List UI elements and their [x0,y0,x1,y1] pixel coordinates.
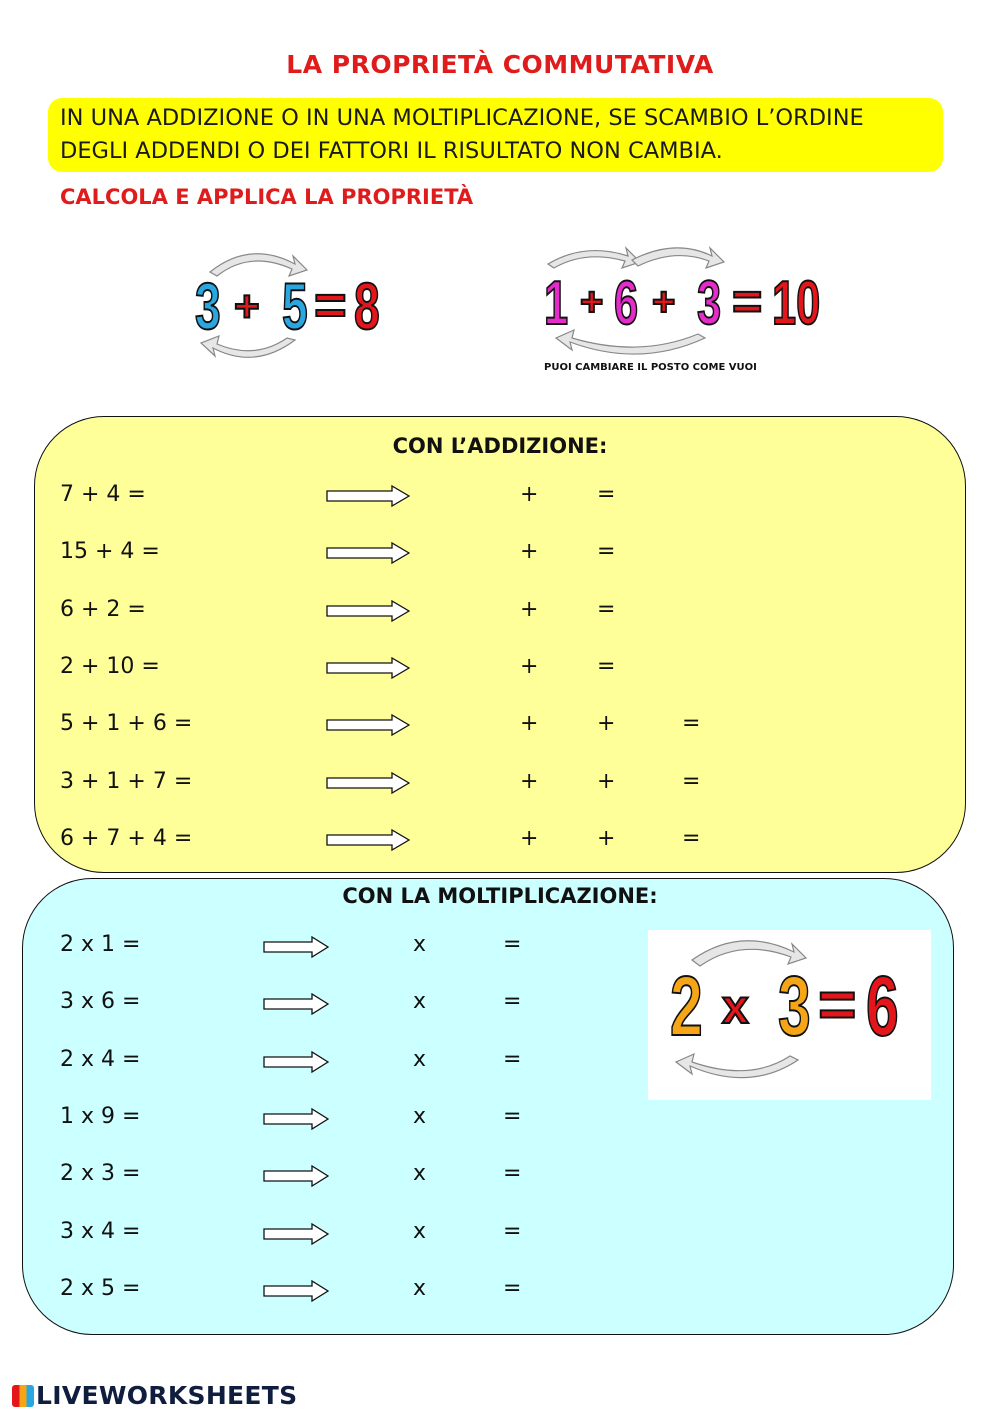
addition-title: CON L’ADDIZIONE: [392,434,608,458]
rule-line-2: DEGLI ADDENDI O DEI FATTORI IL RISULTATO NON CAMBIA. [60,138,723,164]
arrow-right-icon [326,829,410,851]
logo-icon [12,1385,34,1407]
arrow-right-icon [326,600,410,622]
answer-equals: = [503,989,522,1015]
addition-expression: 5 + 1 + 6 = [60,711,193,737]
multiplication-expression: 3 x 6 = [60,989,141,1015]
arrow-right-icon [326,772,410,794]
example1-plus: + [234,282,260,331]
multiplication-expression: 2 x 4 = [60,1046,141,1072]
multiplication-expression: 2 x 3 = [60,1161,141,1187]
arrow-right-icon [326,542,410,564]
answer-operator: x [413,932,427,957]
addition-expression: 6 + 7 + 4 = [60,825,193,851]
example3-digit-b: 3 [778,959,811,1053]
answer-operator-1: + [520,825,539,851]
brand-text: LIVEWORKSHEETS [36,1381,298,1410]
arrow-right-icon [263,1165,329,1187]
answer-operator-1: + [520,768,539,794]
multiplication-title: CON LA MOLTIPLICAZIONE: [342,884,658,908]
brand-logo [12,1381,297,1410]
example2-digit-b: 6 [614,269,639,338]
multiplication-expression: 3 x 4 = [60,1218,141,1244]
example2-equals: = [732,273,763,331]
example2-plus-1: + [580,280,604,324]
answer-operator-1: + [520,596,539,622]
addition-expression: 6 + 2 = [60,596,146,622]
addition-panel [34,416,966,873]
answer-equals: = [682,711,701,737]
answer-equals: = [597,539,616,565]
addition-expression: 3 + 1 + 7 = [60,768,193,794]
arrow-right-icon [326,485,410,507]
arrow-right-icon [326,657,410,679]
rule-line-1: IN UNA ADDIZIONE O IN UNA MOLTIPLICAZIONE, SE SCAMBIO L’ORDINE [60,105,864,131]
addition-expression: 15 + 4 = [60,539,160,565]
answer-operator-1: + [520,539,539,565]
example2-result: 10 [772,269,821,338]
answer-operator-1: + [520,711,539,737]
answer-equals: = [503,1103,522,1129]
arrow-right-icon [263,1108,329,1130]
answer-equals: = [597,596,616,622]
answer-operator-2: + [597,711,616,737]
answer-equals: = [597,482,616,507]
arrow-right-icon [263,993,329,1015]
answer-equals: = [503,932,522,957]
addition-expression: 7 + 4 = [60,482,146,507]
arrow-right-icon [326,714,410,736]
example2-digit-c: 3 [697,269,722,338]
answer-operator-1: + [520,653,539,679]
answer-operator: x [413,1046,427,1072]
addition-expression: 2 + 10 = [60,653,160,679]
answer-operator: x [413,1218,427,1244]
multiplication-expression: 2 x 1 = [60,932,141,957]
example1-digit-a: 3 [195,269,221,343]
example2-digit-a: 1 [544,269,569,338]
example1-equals: = [314,273,347,336]
arrow-right-icon [263,1051,329,1073]
answer-operator: x [413,1161,427,1187]
example2-note: PUOI CAMBIARE IL POSTO COME VUOI [544,362,757,373]
answer-operator-2: + [597,825,616,851]
answer-operator-1: + [520,482,539,507]
arrow-right-icon [263,1223,329,1245]
answer-equals: = [682,768,701,794]
example3-digit-a: 2 [670,959,703,1053]
page-title: LA PROPRIETÀ COMMUTATIVA [286,50,714,79]
answer-operator: x [413,1275,427,1301]
example1-digit-b: 5 [282,269,308,343]
answer-equals: = [597,653,616,679]
answer-operator: x [413,1103,427,1129]
example3-times: x [722,981,749,1034]
example3-result: 6 [866,959,899,1053]
answer-equals: = [682,825,701,851]
answer-equals: = [503,1218,522,1244]
answer-equals: = [503,1046,522,1072]
answer-operator: x [413,989,427,1015]
answer-equals: = [503,1275,522,1301]
multiplication-expression: 2 x 5 = [60,1275,141,1301]
answer-equals: = [503,1161,522,1187]
example1-result: 8 [354,269,380,343]
answer-operator-2: + [597,768,616,794]
example3-equals: = [818,967,857,1041]
example2-plus-2: + [652,280,676,324]
rule-text [60,102,945,168]
instruction-subtitle: CALCOLA E APPLICA LA PROPRIETÀ [60,185,474,209]
arrow-right-icon [263,936,329,958]
arrow-right-icon [263,1280,329,1302]
multiplication-expression: 1 x 9 = [60,1103,141,1129]
